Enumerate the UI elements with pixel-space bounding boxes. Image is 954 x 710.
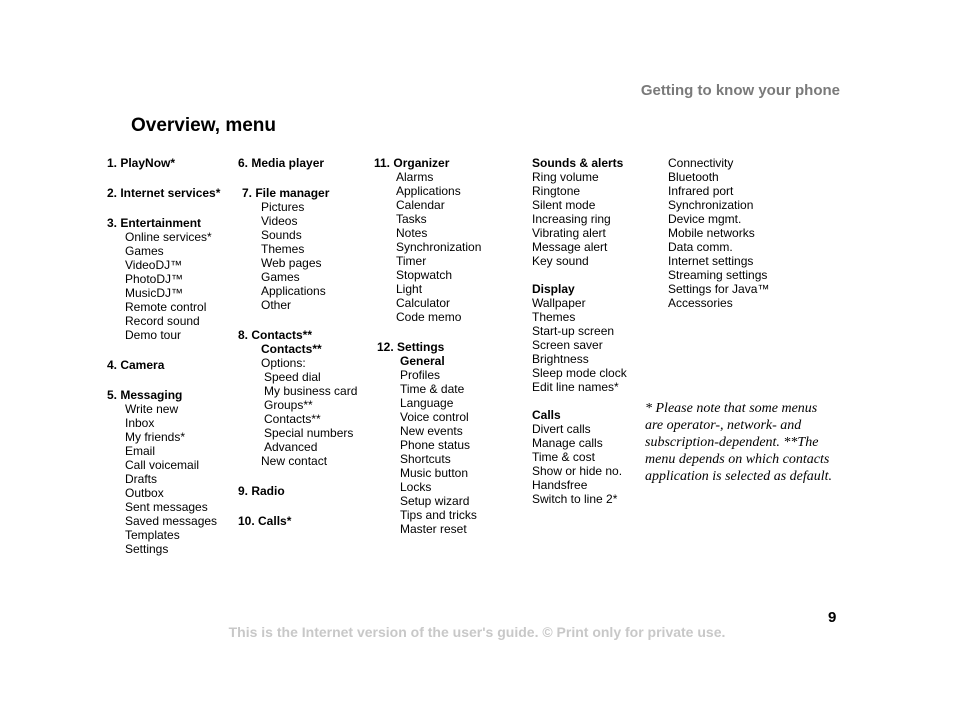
list-item: Setup wizard [400, 494, 470, 508]
list-item: Saved messages [125, 514, 218, 528]
list-item: Screen saver [532, 338, 603, 352]
list-item: Applications [261, 284, 326, 298]
list-item: Applications [396, 184, 461, 198]
sounds-alerts-subheading: Sounds & alerts [532, 156, 624, 170]
options-label: Options: [261, 356, 306, 370]
menu-column-2 [238, 156, 357, 528]
list-item: Manage calls [532, 436, 603, 450]
list-item: Light [396, 282, 423, 296]
list-item: Handsfree [532, 478, 588, 492]
list-item: Outbox [125, 486, 164, 500]
list-item: Start-up screen [532, 324, 615, 338]
list-item: Speed dial [264, 370, 321, 384]
list-item: Data comm. [668, 240, 733, 254]
list-item: Switch to line 2* [532, 492, 618, 506]
list-item: Email [125, 444, 156, 458]
list-item: Tasks [396, 212, 427, 226]
footer-text: This is the Internet version of the user's guide. © Print only for private use. [228, 624, 726, 640]
list-item: Online services* [125, 230, 212, 244]
menu-heading-messaging: 5. Messaging [107, 388, 183, 402]
list-item: Infrared port [668, 184, 734, 198]
list-item: Accessories [668, 296, 733, 310]
list-item: Demo tour [125, 328, 182, 342]
list-item: PhotoDJ™ [125, 272, 184, 286]
list-item: MusicDJ™ [125, 286, 184, 300]
list-item: My friends* [125, 430, 186, 444]
list-item: Web pages [261, 256, 322, 270]
menu-column-3 [374, 156, 481, 536]
list-item: Settings [125, 542, 169, 556]
list-item: VideoDJ™ [125, 258, 183, 272]
menu-heading-calls: 10. Calls* [238, 514, 292, 528]
list-item: Phone status [400, 438, 471, 452]
list-item: Calendar [396, 198, 445, 212]
contacts-list [238, 342, 357, 468]
list-item: Divert calls [532, 422, 591, 436]
list-item: Tips and tricks [400, 508, 477, 522]
list-item: Special numbers [264, 426, 354, 440]
list-item: Internet settings [668, 254, 754, 268]
page-number: 9 [828, 609, 837, 626]
list-item: Games [125, 244, 164, 258]
list-item: Themes [261, 242, 305, 256]
list-item: Language [400, 396, 454, 410]
list-item: Videos [261, 214, 298, 228]
list-item: Alarms [396, 170, 434, 184]
list-item: Write new [125, 402, 179, 416]
general-subheading: General [400, 354, 445, 368]
list-item: Pictures [261, 200, 305, 214]
list-item: Message alert [532, 240, 608, 254]
list-item: Show or hide no. [532, 464, 623, 478]
footnote: * Please note that some menus are operator-, network- and subscription-dependent. **The menu depends on which contacts application is selected as default. [645, 401, 833, 484]
settings-list [374, 354, 481, 536]
organizer-list [374, 170, 481, 324]
section-header: Getting to know your phone [640, 82, 840, 99]
calls-subheading: Calls [532, 408, 561, 422]
menu-heading-internet: 2. Internet services* [107, 186, 221, 200]
list-item: My business card [264, 384, 358, 398]
list-item: Calculator [396, 296, 451, 310]
list-item: Sleep mode clock [532, 366, 627, 380]
list-item: Bluetooth [668, 170, 719, 184]
page-title: Overview, menu [131, 115, 277, 136]
list-item: Ring volume [532, 170, 599, 184]
entertainment-list [107, 230, 220, 342]
list-item: Advanced [264, 440, 318, 454]
list-item: Notes [396, 226, 428, 240]
list-item: Wallpaper [532, 296, 586, 310]
list-item: Remote control [125, 300, 207, 314]
list-item: Contacts** [264, 412, 321, 426]
menu-heading-file-manager: 7. File manager [242, 186, 330, 200]
menu-heading-organizer: 11. Organizer [374, 156, 450, 170]
list-item: Locks [400, 480, 432, 494]
list-item: Shortcuts [400, 452, 451, 466]
menu-column-5 [668, 156, 769, 310]
list-item: Games [261, 270, 300, 284]
list-item: Themes [532, 310, 576, 324]
list-item: Music button [400, 466, 469, 480]
menu-heading-camera: 4. Camera [107, 358, 165, 372]
list-item: Vibrating alert [532, 226, 606, 240]
list-item: Other [261, 298, 292, 312]
list-item: Mobile networks [668, 226, 755, 240]
list-item: Synchronization [396, 240, 482, 254]
list-item: Time & cost [532, 450, 595, 464]
list-item: Voice control [400, 410, 469, 424]
list-item: Record sound [125, 314, 200, 328]
list-item: New events [400, 424, 463, 438]
list-item: Time & date [400, 382, 465, 396]
menu-heading-playnow: 1. PlayNow* [107, 156, 176, 170]
list-item: Master reset [400, 522, 467, 536]
list-item: Stopwatch [396, 268, 453, 282]
list-item: New contact [261, 454, 328, 468]
list-item: Device mgmt. [668, 212, 742, 226]
list-item: Sounds [261, 228, 302, 242]
list-item: Silent mode [532, 198, 596, 212]
file-manager-list [238, 200, 357, 312]
display-subheading: Display [532, 282, 575, 296]
list-item: Connectivity [668, 156, 734, 170]
contacts-subheading: Contacts** [261, 342, 322, 356]
list-item: Templates [125, 528, 180, 542]
list-item: Key sound [532, 254, 589, 268]
menu-heading-contacts: 8. Contacts** [238, 328, 313, 342]
menu-column-1 [107, 156, 220, 556]
list-item: Groups** [264, 398, 313, 412]
menu-column-4 [532, 156, 627, 506]
list-item: Streaming settings [668, 268, 768, 282]
list-item: Code memo [396, 310, 462, 324]
list-item: Brightness [532, 352, 589, 366]
list-item: Profiles [400, 368, 441, 382]
list-item: Synchronization [668, 198, 754, 212]
messaging-list [107, 402, 220, 556]
menu-heading-entertainment: 3. Entertainment [107, 216, 202, 230]
list-item: Drafts [125, 472, 158, 486]
list-item: Ringtone [532, 184, 581, 198]
menu-heading-radio: 9. Radio [238, 484, 285, 498]
list-item: Increasing ring [532, 212, 611, 226]
list-item: Edit line names* [532, 380, 619, 394]
list-item: Settings for Java™ [668, 282, 770, 296]
options-list [261, 370, 357, 454]
footer-notice [0, 624, 954, 640]
menu-heading-settings: 12. Settings [377, 340, 445, 354]
list-item: Sent messages [125, 500, 208, 514]
menu-heading-media-player: 6. Media player [238, 156, 325, 170]
list-item: Call voicemail [125, 458, 200, 472]
list-item: Timer [396, 254, 427, 268]
list-item: Inbox [125, 416, 155, 430]
